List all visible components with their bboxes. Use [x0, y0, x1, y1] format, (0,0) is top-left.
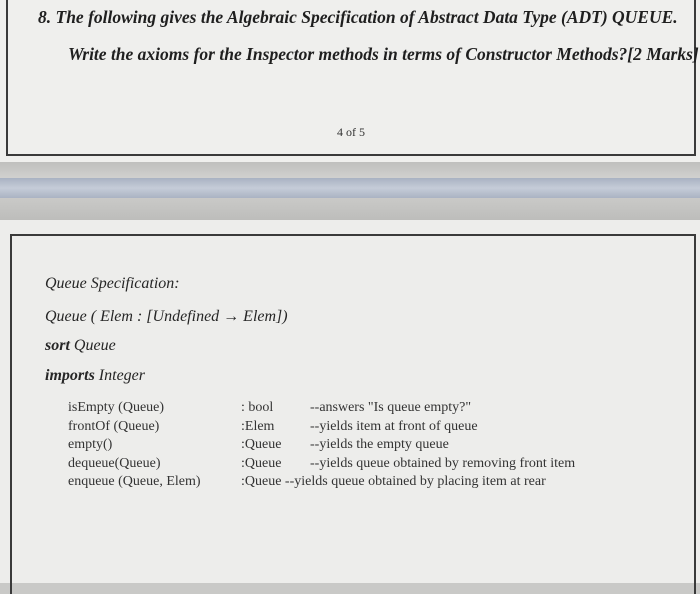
operation-type: : bool	[241, 400, 274, 415]
queue-signature-suffix: Elem])	[239, 308, 288, 325]
page-separator	[0, 162, 700, 220]
operation-note: --yields item at front of queue	[310, 418, 478, 434]
operation-type: :Queue	[241, 455, 282, 471]
operation-type: :Queue --yields queue obtained by placing item at rear	[241, 474, 546, 489]
operation-name: frontOf (Queue)	[68, 418, 160, 434]
sort-keyword: sort	[45, 337, 70, 354]
queue-signature	[45, 308, 288, 326]
imports-name: Integer	[94, 367, 145, 384]
operation-name: enqueue (Queue, Elem)	[68, 474, 201, 489]
operation-name: dequeue(Queue)	[68, 455, 161, 471]
arrow-icon: →	[223, 308, 240, 325]
operation-note: --yields the empty queue	[310, 437, 449, 452]
queue-signature-prefix: Queue ( Elem : [Undefined	[45, 308, 224, 325]
operation-type: :Elem	[241, 418, 275, 434]
operation-name: isEmpty (Queue)	[68, 400, 165, 415]
sort-line	[45, 337, 116, 355]
separator-band	[0, 178, 700, 198]
operation-name: empty()	[68, 437, 113, 452]
operation-notes	[310, 399, 575, 473]
operation-note: --answers "Is queue empty?"	[310, 400, 472, 415]
imports-line	[45, 367, 145, 385]
sort-name: Queue	[69, 337, 116, 354]
spec-title: Queue Specification:	[45, 275, 180, 292]
imports-keyword: imports	[45, 367, 95, 384]
page-number: 4 of 5	[337, 125, 365, 139]
question-line-1: 8. The following gives the Algebraic Specification of Abstract Data Type (ADT) QUEUE.	[38, 7, 678, 27]
operation-names	[68, 399, 201, 492]
operation-note: --yields queue obtained by removing front item	[310, 455, 576, 471]
operation-type: :Queue	[241, 437, 282, 452]
question-line-2: Write the axioms for the Inspector methods in terms of Constructor Methods?[2 Marks]	[68, 44, 699, 64]
